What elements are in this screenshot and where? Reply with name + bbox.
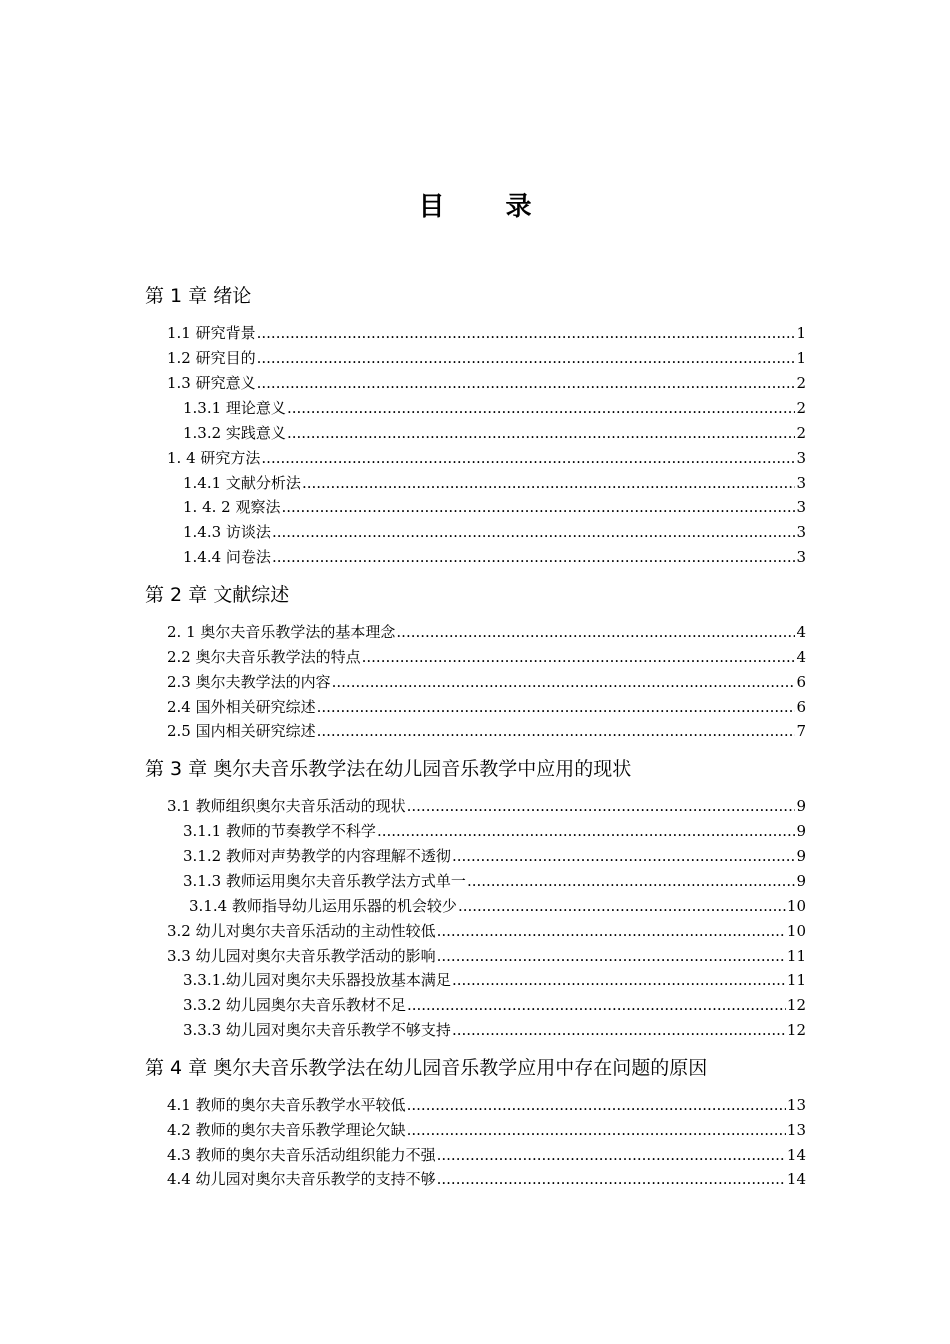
toc-entry-text: 2.4 国外相关研究综述: [167, 698, 316, 716]
toc-entry[interactable]: [183, 522, 806, 542]
toc-entry[interactable]: [183, 970, 806, 990]
toc-entry[interactable]: [183, 1020, 806, 1040]
toc-entry-text: 2.5 国内相关研究综述: [167, 722, 316, 740]
toc-entry-page: 1: [796, 324, 806, 342]
toc-entry-text: 3.2 幼儿对奥尔夫音乐活动的主动性较低: [167, 922, 436, 940]
toc-entry-text: 3.1.2 教师对声势教学的内容理解不透彻: [183, 847, 451, 865]
toc-entry-page: 2: [796, 399, 806, 417]
toc-entry-page: 9: [796, 872, 806, 890]
toc-entry-text: 1. 4 研究方法: [167, 449, 261, 467]
toc-entry[interactable]: [183, 398, 806, 418]
toc-entry-page: 10: [786, 897, 806, 915]
toc-entry-page: 14: [786, 1170, 806, 1188]
chapter-heading-2: 第 2 章 文献综述: [145, 584, 290, 606]
toc-entry-text: 1.3.1 理论意义: [183, 399, 286, 417]
toc-entry-text: 4.3 教师的奥尔夫音乐活动组织能力不强: [167, 1146, 436, 1164]
toc-entry[interactable]: [167, 946, 806, 966]
chapter-heading-4: 第 4 章 奥尔夫音乐教学法在幼儿园音乐教学应用中存在问题的原因: [145, 1057, 708, 1079]
toc-entry-text: 1.3.2 实践意义: [183, 424, 286, 442]
dot-leader: [458, 896, 786, 916]
toc-entry-page: 12: [786, 996, 806, 1014]
toc-entry[interactable]: [183, 995, 806, 1015]
toc-entry[interactable]: [183, 871, 806, 891]
toc-entry-text: 1.1 研究背景: [167, 324, 256, 342]
toc-entry-text: 3.3 幼儿园对奥尔夫音乐教学活动的影响: [167, 947, 436, 965]
dot-leader: [407, 995, 786, 1015]
toc-entry-page: 9: [796, 847, 806, 865]
toc-entry-text: 3.3.2 幼儿园奥尔夫音乐教材不足: [183, 996, 406, 1014]
dot-leader: [407, 1120, 786, 1140]
toc-entry-text: 3.1 教师组织奥尔夫音乐活动的现状: [167, 797, 406, 815]
toc-entry[interactable]: [167, 448, 806, 468]
dot-leader: [281, 497, 795, 517]
toc-entry-text: 3.3.1.幼儿园对奥尔夫乐器投放基本满足: [183, 971, 451, 989]
toc-entry-text: 1.4.4 问卷法: [183, 548, 271, 566]
toc-entry-page: 14: [786, 1146, 806, 1164]
toc-entry[interactable]: [167, 1095, 806, 1115]
dot-leader: [452, 846, 796, 866]
dot-leader: [317, 697, 796, 717]
toc-entry[interactable]: [189, 896, 806, 916]
dot-leader: [332, 672, 796, 692]
toc-entry[interactable]: [183, 846, 806, 866]
toc-entry[interactable]: [183, 473, 806, 493]
toc-entry[interactable]: [167, 672, 806, 692]
toc-entry-page: 9: [796, 797, 806, 815]
dot-leader: [362, 647, 796, 667]
toc-entry[interactable]: [167, 373, 806, 393]
toc-entry-page: 12: [786, 1021, 806, 1039]
toc-entry-page: 3: [796, 498, 806, 516]
toc-entry[interactable]: [167, 697, 806, 717]
toc-entry-text: 3.1.4 教师指导幼儿运用乐器的机会较少: [189, 897, 457, 915]
dot-leader: [467, 871, 796, 891]
toc-entry-page: 11: [786, 971, 806, 989]
chapter-heading-1: 第 1 章 绪论: [145, 285, 252, 307]
toc-entry-page: 6: [796, 673, 806, 691]
toc-entry[interactable]: [183, 497, 806, 517]
toc-entry-text: 1.2 研究目的: [167, 349, 256, 367]
toc-entry-text: 2.2 奥尔夫音乐教学法的特点: [167, 648, 361, 666]
toc-entry-page: 1: [796, 349, 806, 367]
toc-entry-page: 3: [796, 449, 806, 467]
toc-entry-text: 2.3 奥尔夫教学法的内容: [167, 673, 331, 691]
dot-leader: [396, 622, 795, 642]
toc-entry-text: 1.4.1 文献分析法: [183, 474, 301, 492]
dot-leader: [287, 398, 796, 418]
toc-entry[interactable]: [167, 921, 806, 941]
dot-leader: [437, 1145, 786, 1165]
dot-leader: [407, 1095, 786, 1115]
toc-entry[interactable]: [167, 1169, 806, 1189]
toc-entry-text: 3.1.1 教师的节奏教学不科学: [183, 822, 376, 840]
dot-leader: [377, 821, 796, 841]
toc-entry-text: 3.3.3 幼儿园对奥尔夫音乐教学不够支持: [183, 1021, 451, 1039]
toc-entry[interactable]: [183, 547, 806, 567]
dot-leader: [287, 423, 796, 443]
toc-entry[interactable]: [183, 821, 806, 841]
toc-entry[interactable]: [167, 622, 806, 642]
toc-entry-text: 3.1.3 教师运用奥尔夫音乐教学法方式单一: [183, 872, 466, 890]
toc-entry-text: 1. 4. 2 观察法: [183, 498, 281, 516]
dot-leader: [272, 547, 796, 567]
toc-entry[interactable]: [167, 323, 806, 343]
toc-entry-page: 13: [786, 1121, 806, 1139]
dot-leader: [407, 796, 796, 816]
toc-entry-text: 4.4 幼儿园对奥尔夫音乐教学的支持不够: [167, 1170, 436, 1188]
toc-entry-text: 2. 1 奥尔夫音乐教学法的基本理念: [167, 623, 396, 641]
toc-entry[interactable]: [167, 1145, 806, 1165]
dot-leader: [257, 323, 796, 343]
dot-leader: [257, 348, 796, 368]
dot-leader: [261, 448, 795, 468]
toc-entry-page: 2: [796, 424, 806, 442]
toc-entry[interactable]: [167, 1120, 806, 1140]
toc-entry-page: 6: [796, 698, 806, 716]
toc-entry-page: 4: [796, 623, 806, 641]
toc-entry-page: 3: [796, 548, 806, 566]
toc-entry-text: 1.3 研究意义: [167, 374, 256, 392]
dot-leader: [437, 1169, 786, 1189]
dot-leader: [437, 921, 786, 941]
dot-leader: [452, 1020, 786, 1040]
toc-entry[interactable]: [183, 423, 806, 443]
toc-entry-page: 3: [796, 523, 806, 541]
toc-entry-text: 4.1 教师的奥尔夫音乐教学水平较低: [167, 1096, 406, 1114]
toc-entry[interactable]: [167, 796, 806, 816]
dot-leader: [317, 721, 796, 741]
page-title: 目 录: [418, 192, 558, 222]
toc-entry-page: 11: [786, 947, 806, 965]
dot-leader: [272, 522, 796, 542]
chapter-heading-3: 第 3 章 奥尔夫音乐教学法在幼儿园音乐教学中应用的现状: [145, 758, 632, 780]
toc-entry-text: 1.4.3 访谈法: [183, 523, 271, 541]
toc-entry-page: 13: [786, 1096, 806, 1114]
toc-entry[interactable]: [167, 721, 806, 741]
dot-leader: [257, 373, 796, 393]
toc-entry-page: 2: [796, 374, 806, 392]
toc-entry-page: 3: [796, 474, 806, 492]
toc-entry-page: 4: [796, 648, 806, 666]
dot-leader: [302, 473, 796, 493]
toc-entry[interactable]: [167, 647, 806, 667]
toc-entry[interactable]: [167, 348, 806, 368]
toc-entry-text: 4.2 教师的奥尔夫音乐教学理论欠缺: [167, 1121, 406, 1139]
dot-leader: [452, 970, 786, 990]
toc-entry-page: 9: [796, 822, 806, 840]
dot-leader: [437, 946, 786, 966]
toc-entry-page: 10: [786, 922, 806, 940]
toc-entry-page: 7: [796, 722, 806, 740]
